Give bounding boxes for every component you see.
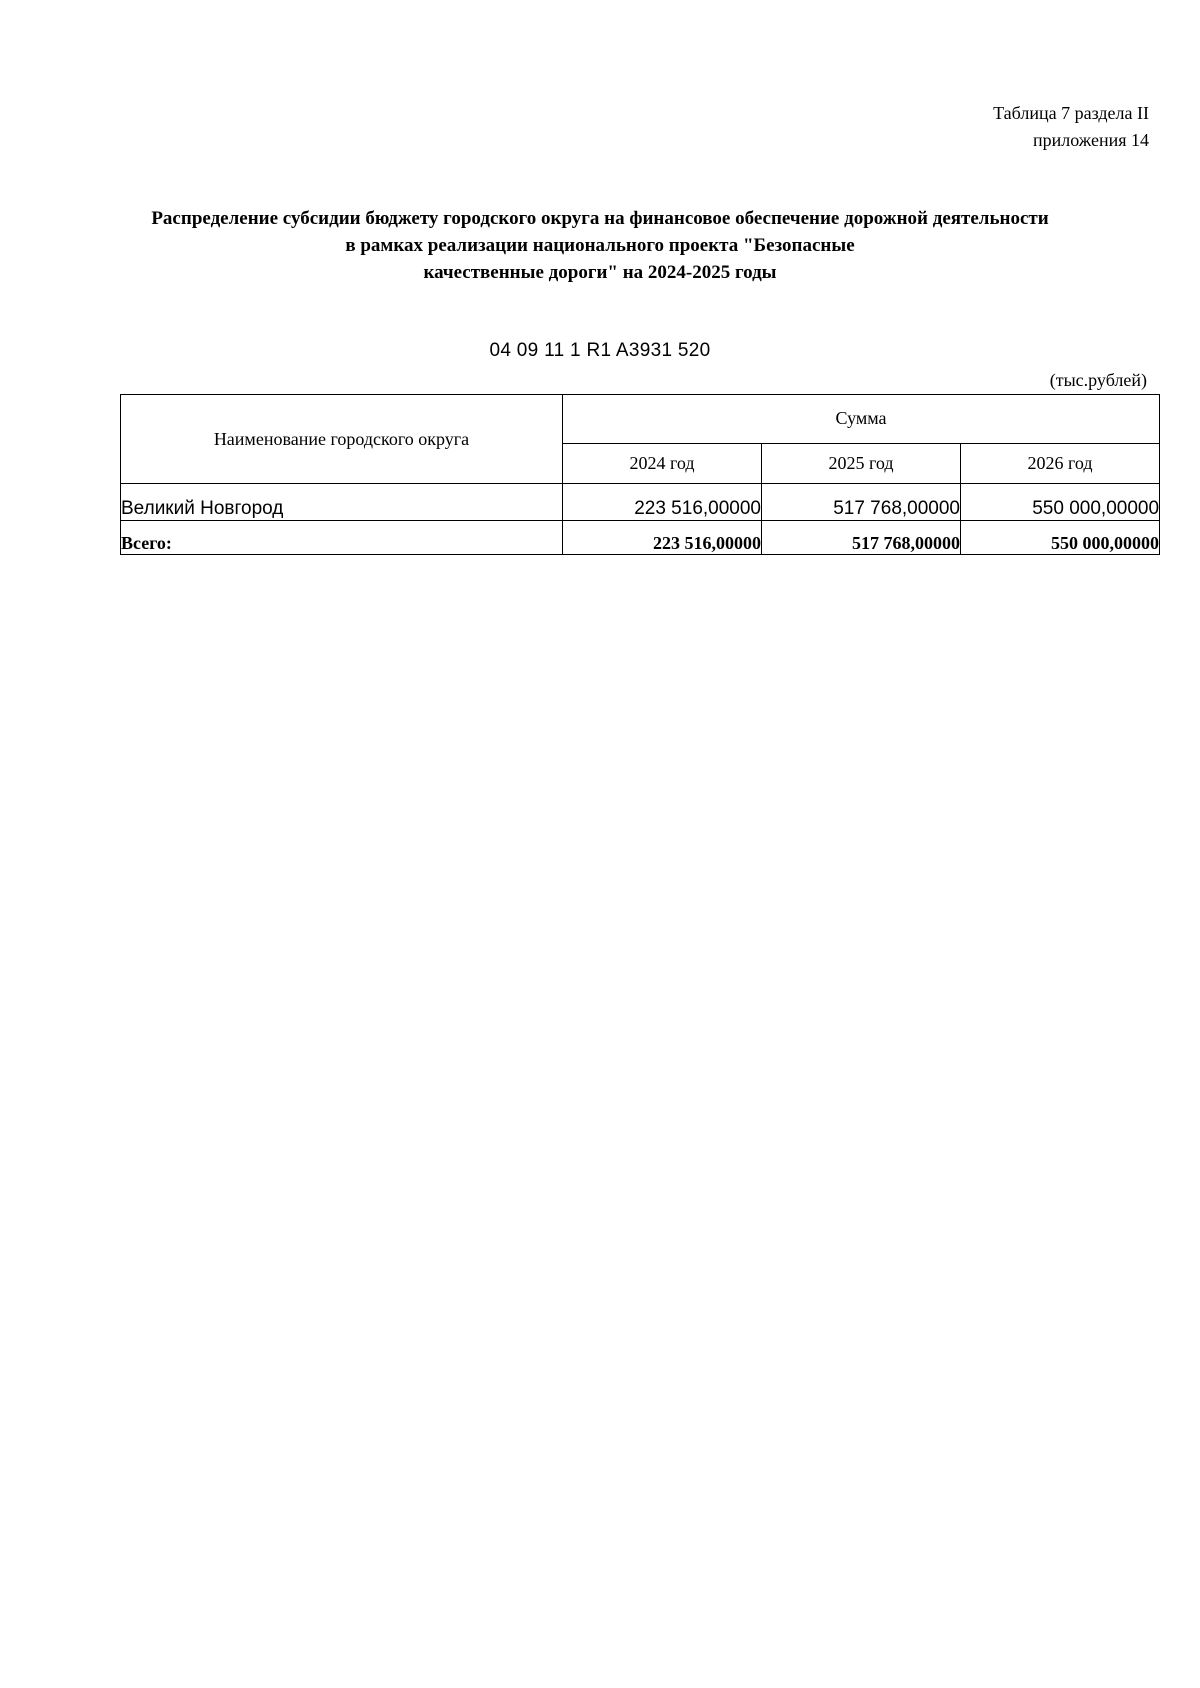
column-header-year-2024: 2024 год xyxy=(563,443,762,483)
total-label: Всего: xyxy=(121,521,563,555)
column-header-sum: Сумма xyxy=(563,395,1160,444)
title-line-3: качественные дороги" на 2024-2025 годы xyxy=(423,262,777,283)
title-line-1: Распределение субсидии бюджету городского округа на финансовое обеспечение дорожной деятельности xyxy=(151,208,1049,229)
total-value-2026: 550 000,00000 xyxy=(961,521,1160,555)
column-header-name: Наименование городского округа xyxy=(121,395,563,484)
appendix-reference-line-2: приложения 14 xyxy=(1032,130,1149,150)
table-total-row xyxy=(121,521,1160,555)
subsidy-distribution-table xyxy=(120,394,1160,555)
row-value-2025: 517 768,00000 xyxy=(762,484,961,521)
row-district-name: Великий Новгород xyxy=(121,484,563,521)
total-value-2025: 517 768,00000 xyxy=(762,521,961,555)
total-value-2024: 223 516,00000 xyxy=(563,521,762,555)
budget-classification-code: 04 09 11 1 R1 A3931 520 xyxy=(489,340,711,361)
row-value-2024: 223 516,00000 xyxy=(563,484,762,521)
document-title xyxy=(100,205,1100,286)
column-header-year-2026: 2026 год xyxy=(961,443,1160,483)
row-value-2026: 550 000,00000 xyxy=(961,484,1160,521)
title-line-2: в рамках реализации национального проекта "Безопасные xyxy=(345,235,855,256)
units-label: (тыс.рублей) xyxy=(1049,370,1147,390)
appendix-reference xyxy=(993,100,1149,154)
column-header-year-2025: 2025 год xyxy=(762,443,961,483)
table-row xyxy=(121,484,1160,521)
appendix-reference-line-1: Таблица 7 раздела II xyxy=(993,103,1149,123)
table-header-row xyxy=(121,395,1160,444)
